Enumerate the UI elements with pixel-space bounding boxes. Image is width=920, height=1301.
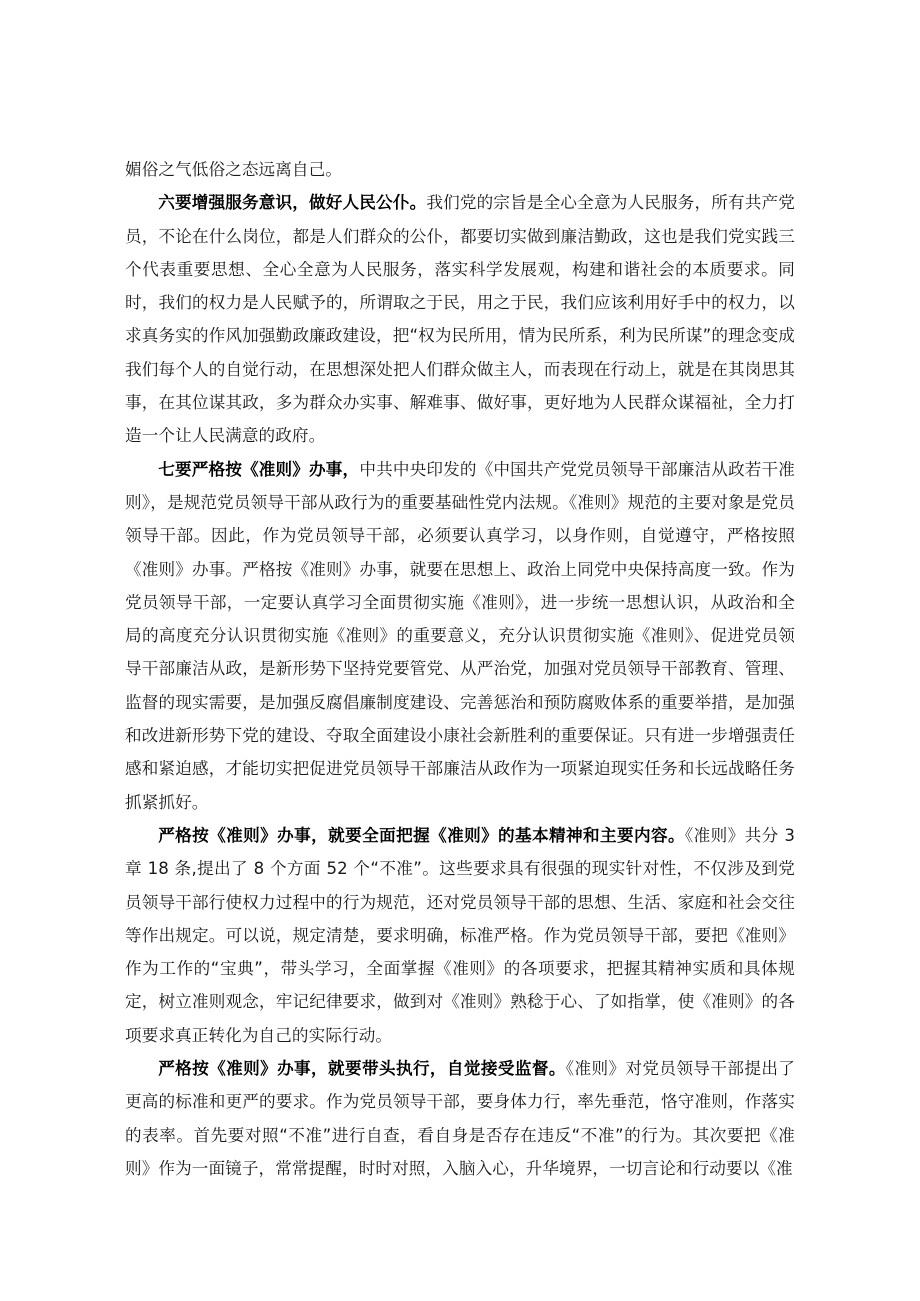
paragraph-service-awareness	[125, 186, 795, 452]
paragraph-grasp-spirit	[125, 819, 795, 1052]
paragraph-accept-supervision	[125, 1052, 795, 1185]
paragraph-lead: 严格按《准则》办事，就要带头执行，自觉接受监督。	[158, 1059, 566, 1079]
paragraph-lead: 七要严格按《准则》办事，	[158, 459, 360, 479]
paragraph-lead: 六要增强服务意识，做好人民公仆。	[158, 193, 427, 213]
document-body	[125, 153, 795, 1185]
paragraph-continuation	[125, 153, 795, 186]
paragraph-text: 《准则》对党员领导干部提出了更高的标准和更严的要求。作为党员领导干部，要身体力行，率先垂范，恪守准则，作落实的表率。首先要对照“不准”进行自查，看自身是否存在违反“不准”的行为。其次要把《准则》作为一面镜子，常常提醒，时时对照，入脑入心，升华境界，一切言论和行动要以《准	[125, 1059, 795, 1178]
paragraph-follow-rules	[125, 453, 795, 819]
paragraph-text: 媚俗之气低俗之态远离自己。	[125, 160, 343, 179]
paragraph-text: 中共中央印发的《中国共产党党员领导干部廉洁从政若干准则》，是规范党员领导干部从政行为的重要基础性党内法规。《准则》规范的主要对象是党员领导干部。因此，作为党员领导干部，必须要认真学习，以身作则，自觉遵守，严格按照《准则》办事。严格按《准则》办事，就要在思想上、政治上同党中央保持高度一致。作为党员领导干部，一定要认真学习全面贯彻实施《准则》，进一步统一思想认识，从政治和全局的高度充分认识贯彻实施《准则》的重要意义，充分认识贯彻实施《准则》、促进党员领导干部廉洁从政，是新形势下坚持党要管党、从严治党，加强对党员领导干部教育、管理、监督的现实需要，是加强反腐倡廉制度建设、完善惩治和预防腐败体系的重要举措，是加强和改进新形势下党的建设、夺取全面建设小康社会新胜利的重要保证。只有进一步增强责任感和紧迫感，才能切实把促进党员领导干部廉洁从政作为一项紧迫现实任务和长远战略任务抓紧抓好。	[125, 459, 795, 812]
paragraph-text: 我们党的宗旨是全心全意为人民服务，所有共产党员，不论在什么岗位，都是人们群众的公仆，都要切实做到廉洁勤政，这也是我们党实践三个代表重要思想、全心全意为人民服务，落实科学发展观，构建和谐社会的本质要求。同时，我们的权力是人民赋予的，所谓取之于民，用之于民，我们应该利用好手中的权力，以求真务实的作风加强勤政廉政建设，把“权为民所用，情为民所系，利为民所谋”的理念变成我们每个人的自觉行动，在思想深处把人们群众做主人，而表现在行动上，就是在其岗思其事，在其位谋其政，多为群众办实事、解难事、做好事，更好地为人民群众谋福祉，全力打造一个让人民满意的政府。	[125, 193, 795, 446]
paragraph-text: 《准则》共分 3 章 18 条,提出了 8 个方面 52 个“不准”。这些要求具有很强的现实针对性，不仅涉及到党员领导干部行使权力过程中的行为规范，还对党员领导干部的思想、生活、家庭和社会交往等作出规定。可以说，规定清楚，要求明确，标准严格。作为党员领导干部，要把《准则》作为工作的“宝典”，带头学习，全面掌握《准则》的各项要求，把握其精神实质和具体规定，树立准则观念，牢记纪律要求，做到对《准则》熟稔于心、了如指掌，使《准则》的各项要求真正转化为自己的实际行动。	[125, 825, 795, 1045]
paragraph-lead: 严格按《准则》办事，就要全面把握《准则》的基本精神和主要内容。	[158, 825, 685, 845]
